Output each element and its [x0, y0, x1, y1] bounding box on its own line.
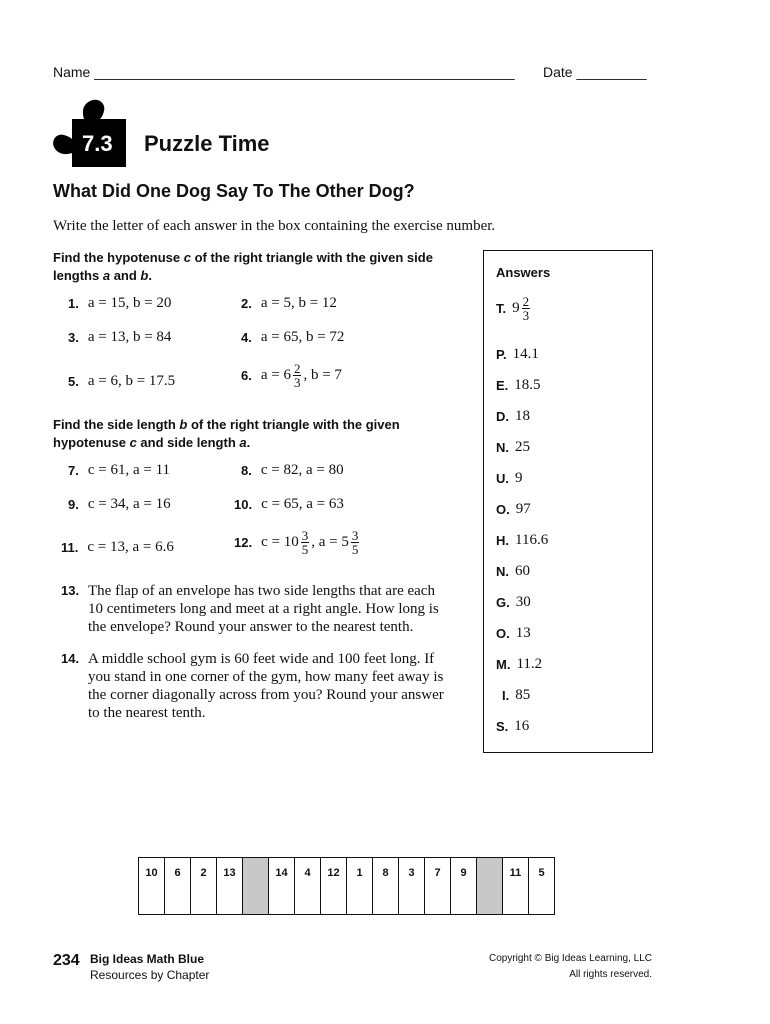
exercise-2: 2. a = 5, b = 12: [241, 295, 337, 311]
answer-item: I. 85: [502, 687, 531, 703]
exercise-11: 11. c = 13, a = 6.6: [61, 539, 174, 555]
answer-item: O. 97: [496, 501, 531, 517]
exercise-9: 9. c = 34, a = 16: [68, 496, 171, 512]
grid-space-cell: [243, 858, 269, 915]
book-title: Big Ideas Math Blue: [90, 952, 205, 966]
word-problem-13: 13. The flap of an envelope has two side lengths that are each 10 centimeters long and meet at a right angle. How long is the envelope? Round your answer to the nearest tenth.: [61, 583, 439, 635]
page-number: 234: [53, 952, 80, 969]
word-problem-14: 14. A middle school gym is 60 feet wide and 100 feet long. If you stand in one corner of the gym, how many feet away is the corner diagonally across from you? Round your answer to the nearest tenth.: [61, 651, 444, 721]
directions-side-length: Find the side length b of the right triangle with the given hypotenuse c and side length a.: [53, 417, 400, 450]
exercise-4: 4. a = 65, b = 72: [241, 329, 345, 345]
grid-cell[interactable]: 9: [451, 858, 477, 915]
rights-notice: All rights reserved.: [569, 969, 652, 980]
grid-cell[interactable]: 14: [269, 858, 295, 915]
grid-cell[interactable]: 8: [373, 858, 399, 915]
answer-item: E. 18.5: [496, 377, 541, 393]
answer-item: H. 116.6: [496, 532, 549, 548]
answer-item: U. 9: [496, 470, 523, 486]
grid-cell[interactable]: 1: [347, 858, 373, 915]
answer-item: O. 13: [496, 625, 531, 641]
date-field-line: Date _________: [543, 64, 647, 80]
grid-cell[interactable]: 13: [217, 858, 243, 915]
grid-space-cell: [477, 858, 503, 915]
exercise-3: 3. a = 13, b = 84: [68, 329, 172, 345]
book-subtitle: Resources by Chapter: [90, 968, 210, 982]
exercise-8: 8. c = 82, a = 80: [241, 462, 344, 478]
exercise-1: 1. a = 15, b = 20: [68, 295, 172, 311]
mixed-fraction: $\frac{2}{3}$: [293, 361, 301, 390]
answer-item: P. 14.1: [496, 346, 539, 362]
mixed-fraction: $\frac{3}{5}$: [301, 528, 309, 557]
copyright-notice: Copyright © Big Ideas Learning, LLC: [488, 953, 652, 964]
exercise-5: 5. a = 6, b = 17.5: [68, 373, 176, 389]
puzzle-question: What Did One Dog Say To The Other Dog?: [53, 181, 415, 201]
exercise-12: 12. c = 10 $\frac{3}{5}$ , a = 5 $\frac{3}{5}$: [234, 528, 359, 557]
answer-code-grid: [138, 857, 555, 915]
instructions: Write the letter of each answer in the box containing the exercise number.: [53, 218, 496, 234]
grid-cell[interactable]: 10: [139, 858, 165, 915]
mixed-fraction: $\frac{2}{3}$: [522, 294, 530, 323]
grid-cell[interactable]: 5: [529, 858, 555, 915]
answer-item: T. 9 $\frac{2}{3}$: [496, 294, 530, 323]
exercise-6: 6. a = 6 $\frac{2}{3}$ , b = 7: [241, 361, 342, 390]
answers-heading: Answers: [496, 265, 551, 280]
grid-cell[interactable]: 3: [399, 858, 425, 915]
answer-item: D. 18: [496, 408, 530, 424]
answer-item: N. 25: [496, 439, 530, 455]
grid-cell[interactable]: 2: [191, 858, 217, 915]
page-title: Puzzle Time: [144, 131, 270, 156]
grid-cell[interactable]: 4: [295, 858, 321, 915]
grid-cell[interactable]: 12: [321, 858, 347, 915]
exercise-10: 10. c = 65, a = 63: [234, 496, 344, 512]
answer-item: N. 60: [496, 563, 530, 579]
exercise-7: 7. c = 61, a = 11: [68, 462, 171, 478]
answer-item: M. 11.2: [496, 656, 543, 672]
mixed-fraction: $\frac{3}{5}$: [351, 528, 359, 557]
directions-hypotenuse: Find the hypotenuse c of the right triangle with the given side lengths a and b.: [53, 250, 433, 283]
name-field-line: Name ______________________________________________________: [53, 64, 515, 80]
grid-cell[interactable]: 6: [165, 858, 191, 915]
answer-item: S. 16: [496, 718, 530, 734]
grid-cell[interactable]: 7: [425, 858, 451, 915]
section-number: 7.3: [82, 131, 113, 156]
answer-item: G. 30: [496, 594, 531, 610]
grid-cell[interactable]: 11: [503, 858, 529, 915]
